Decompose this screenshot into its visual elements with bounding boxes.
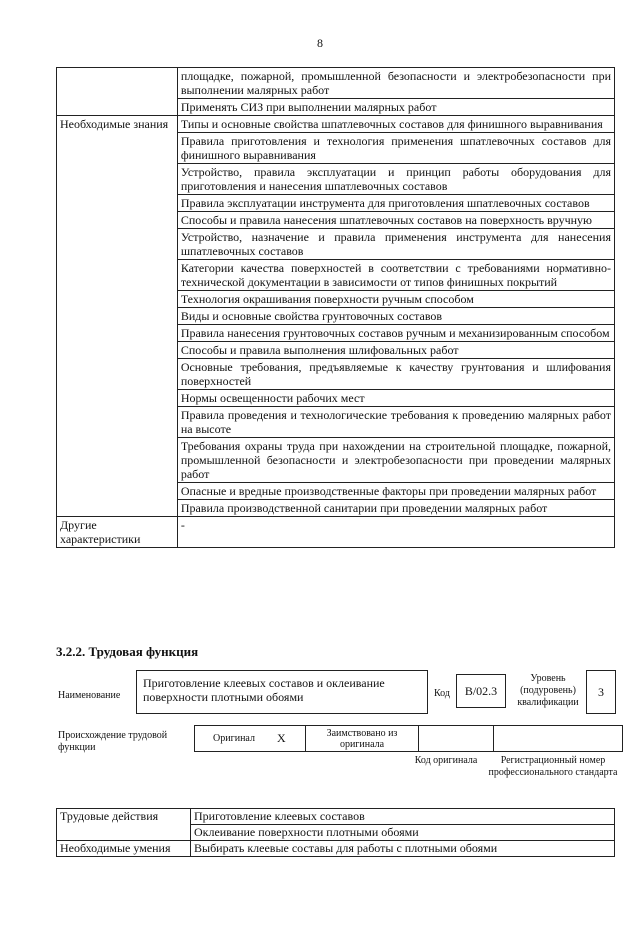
row-text: Основные требования, предъявляемые к качеству грунтования и шлифования поверхностей [177, 359, 614, 390]
table-row [57, 809, 615, 825]
action-text: Оклеивание поверхности плотными обоями [191, 825, 615, 841]
qualification-level-box: 3 [586, 670, 616, 714]
table-row [57, 68, 615, 99]
qualification-level-label: Уровень (подуровень) квалификации [517, 673, 579, 708]
row-text: Правила нанесения грунтовочных составов ручным и механизированным способом [177, 325, 614, 342]
borrowed-label: Заимствовано из оригинала [306, 726, 419, 752]
row-text: Технология окрашивания поверхности ручным способом [177, 291, 614, 308]
actions-label: Трудовые действия [57, 809, 191, 841]
table-row [57, 517, 615, 548]
row-text: Виды и основные свойства грунтовочных составов [177, 308, 614, 325]
name-label: Наименование [58, 690, 121, 701]
row-label [57, 68, 178, 116]
original-code-cell [419, 726, 494, 752]
other-characteristics-value: - [177, 517, 614, 548]
table-row [57, 116, 615, 133]
row-text: Правила проведения и технологические требования к проведению малярных работ на высоте [177, 407, 614, 438]
row-text: Требования охраны труда при нахождении на строительной площадке, пожарной, промышленной безопасности и электробезопасности при проведении малярных работ [177, 438, 614, 483]
original-code-caption: Код оригинала [414, 755, 478, 766]
other-characteristics-label: Другие характеристики [57, 517, 178, 548]
code-label: Код [434, 688, 450, 699]
row-label: Необходимые знания [57, 116, 178, 517]
row-text: Правила приготовления и технология применения шпатлевочных составов для финишного выравнивания [177, 133, 614, 164]
row-text: Способы и правила выполнения шлифовальных работ [177, 342, 614, 359]
original-mark: X [273, 726, 306, 752]
section-title: 3.2.2. Трудовая функция [56, 644, 199, 659]
row-text: Правила производственной санитарии при проведении малярных работ [177, 500, 614, 517]
actions-table [56, 808, 615, 857]
row-text: Нормы освещенности рабочих мест [177, 390, 614, 407]
row-text: Устройство, назначение и правила применения инструмента для нанесения шпатлевочных составов [177, 229, 614, 260]
row-text: Категории качества поверхностей в соответствии с требованиями нормативно-технической документации в зависимости от типов финишных покрытий [177, 260, 614, 291]
action-text: Приготовление клеевых составов [191, 809, 615, 825]
row-text: Правила эксплуатации инструмента для приготовления шпатлевочных составов [177, 195, 614, 212]
row-text: Способы и правила нанесения шпатлевочных составов на поверхность вручную [177, 212, 614, 229]
row-text: площадке, пожарной, промышленной безопасности и электробезопасности при выполнении малярных работ [177, 68, 614, 99]
row-text: Устройство, правила эксплуатации и принцип работы оборудования для приготовления и нанесения шпатлевочных составов [177, 164, 614, 195]
row-text: Применять СИЗ при выполнении малярных работ [177, 99, 614, 116]
page-number: 8 [317, 36, 323, 50]
row-text: Опасные и вредные производственные факторы при проведении малярных работ [177, 483, 614, 500]
registration-number-cell [494, 726, 623, 752]
table-row [57, 841, 615, 857]
skills-label: Необходимые умения [57, 841, 191, 857]
knowledge-table [56, 67, 615, 548]
original-label: Оригинал [195, 726, 274, 752]
origin-label: Происхождение трудовой функции [58, 730, 168, 753]
origin-table [194, 725, 623, 752]
function-code-box: B/02.3 [456, 674, 506, 708]
row-text: Типы и основные свойства шпатлевочных составов для финишного выравнивания [177, 116, 614, 133]
function-name-box: Приготовление клеевых составов и оклеивание поверхности плотными обоями [136, 670, 428, 714]
skill-text: Выбирать клеевые составы для работы с плотными обоями [191, 841, 615, 857]
registration-number-caption: Регистрационный номер профессионального стандарта [488, 755, 618, 778]
